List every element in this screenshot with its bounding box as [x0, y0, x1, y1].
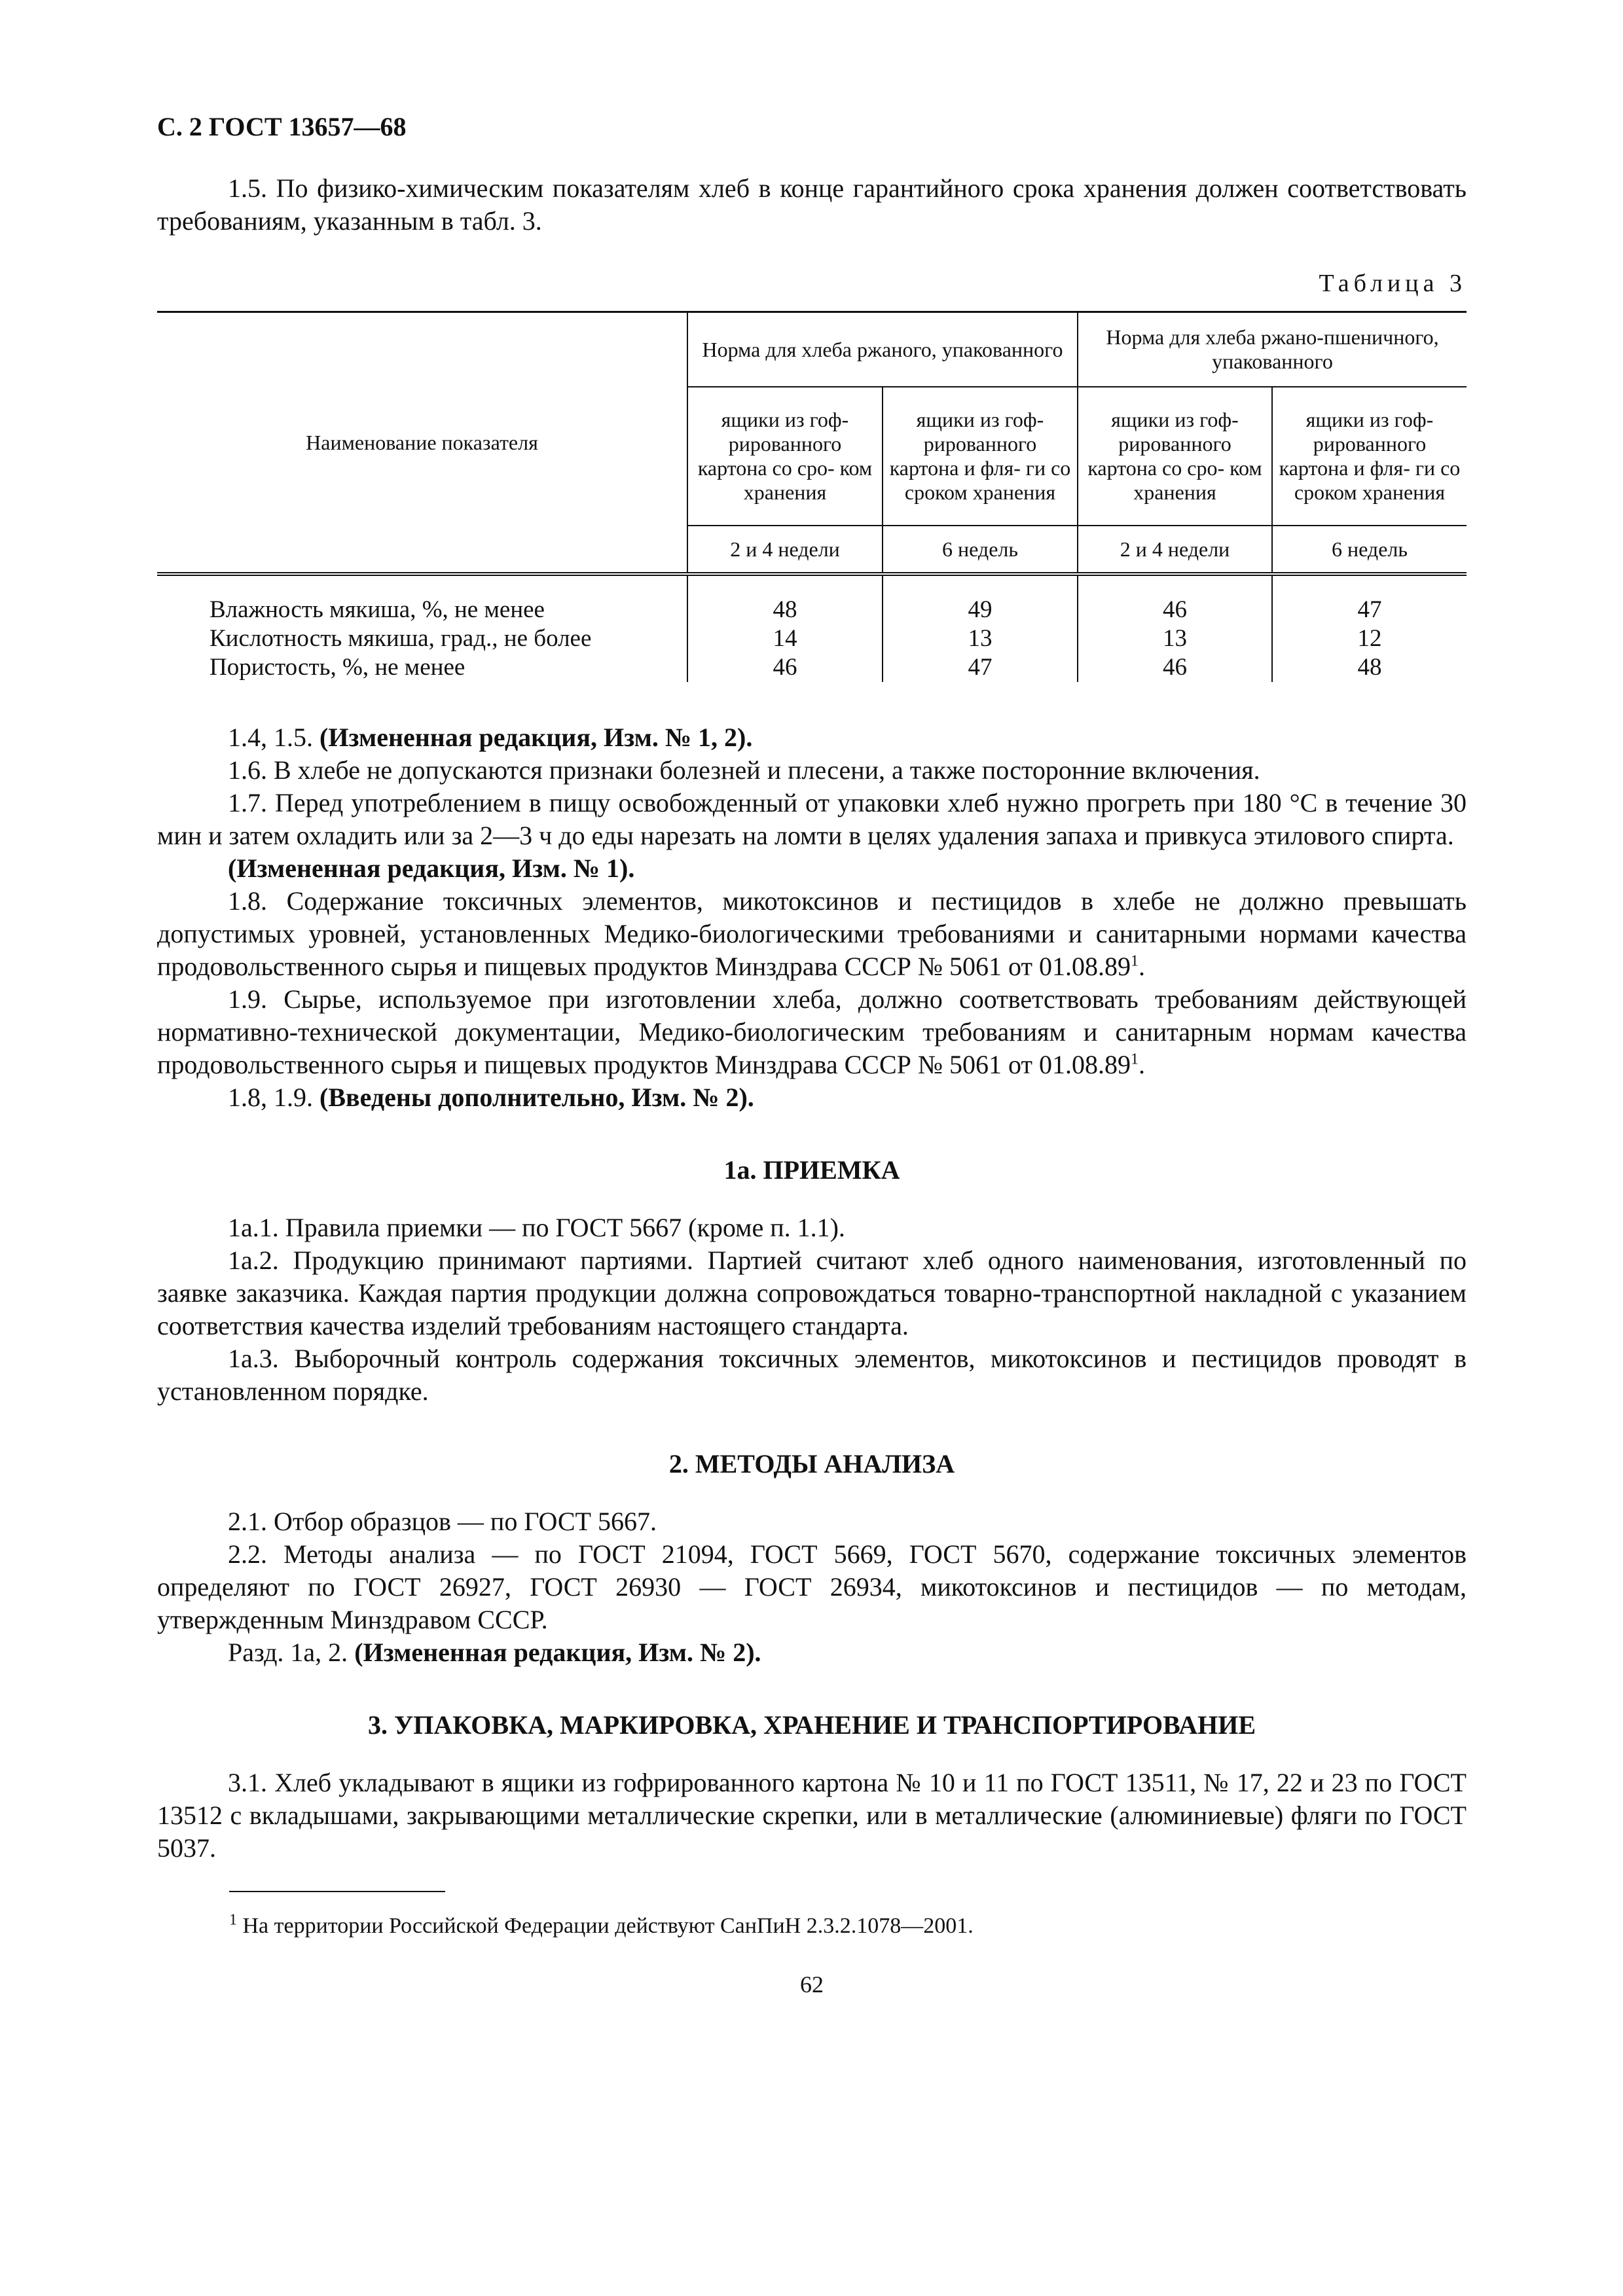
footnote: $^1$ На территории Российской Федерации действуют СанПиН 2.3.2.1078—2001.: [229, 1911, 974, 1938]
cell: 12: [1272, 624, 1467, 653]
cell: 13: [1078, 624, 1272, 653]
table-row: [157, 653, 1467, 682]
subheader-box-a: ящики из гоф- рированного картона со сро- ком хранения: [687, 387, 883, 526]
paragraph-1-5: 1.5. По физико-химическим показателям хлеб в конце гарантийного срока хранения должен соответствовать требованиям, указанным в табл. 3.: [157, 173, 1467, 236]
cell: 46: [1078, 653, 1272, 682]
subheader-box-b: ящики из гоф- рированного картона и фля- ги со сроком хранения: [883, 387, 1078, 526]
cell: 46: [687, 653, 883, 682]
cell: 46: [1078, 574, 1272, 624]
running-header: С. 2 ГОСТ 13657—68: [157, 112, 407, 141]
cell: 48: [1272, 653, 1467, 682]
change-note-4: Разд. 1а, 2. (Измененная редакция, Изм. № 2).: [228, 1638, 761, 1667]
row-name: Влажность мякиша, %, не менее: [210, 596, 545, 623]
paragraph-1a-3: 1а.3. Выборочный контроль содержания токсичных элементов, микотоксинов и пестицидов проводят в установленном порядке.: [157, 1344, 1467, 1406]
footnote-divider: [229, 1891, 445, 1892]
group-header-rye-wheat: Норма для хлеба ржано-пшеничного, упакованного: [1078, 312, 1467, 387]
subheader-box-d: ящики из гоф- рированного картона и фля- ги со сроком хранения: [1272, 387, 1467, 526]
document-page: [157, 111, 1467, 1998]
paragraph-1a-2: 1а.2. Продукцию принимают партиями. Партией считают хлеб одного наименования, изготовленный по заявке заказчика. Каждая партия продукции должна сопровождаться товарно-транспортной накладной с указанием соответствия качества изделий требованиям настоящего стандарта.: [157, 1246, 1467, 1340]
paragraph-1-6: 1.6. В хлебе не допускаются признаки болезней и плесени, а также посторонние включения.: [228, 755, 1260, 785]
cell: 47: [1272, 574, 1467, 624]
cell: 48: [687, 574, 883, 624]
cell: 49: [883, 574, 1078, 624]
footnote-ref: 1: [1131, 1050, 1139, 1068]
group-header-rye: Норма для хлеба ржаного, упакованного: [687, 312, 1078, 387]
paragraph-1a-1: 1а.1. Правила приемки — по ГОСТ 5667 (кроме п. 1.1).: [228, 1213, 845, 1242]
section-heading-3: 3. УПАКОВКА, МАРКИРОВКА, ХРАНЕНИЕ И ТРАНСПОРТИРОВАНИЕ: [367, 1710, 1256, 1740]
section-heading-2: 2. МЕТОДЫ АНАЛИЗА: [668, 1449, 955, 1479]
column-header-name: Наименование показателя: [157, 312, 687, 575]
period-header-a: 2 и 4 недели: [687, 526, 883, 574]
change-note-3: 1.8, 1.9. (Введены дополнительно, Изм. № 2).: [228, 1083, 754, 1112]
table-caption: Таблица 3: [1319, 270, 1467, 297]
footnote-mark: 1: [229, 1911, 237, 1929]
period-header-d: 6 недель: [1272, 526, 1467, 574]
cell: 14: [687, 624, 883, 653]
paragraph-1-7: 1.7. Перед употреблением в пищу освобожденный от упаковки хлеб нужно прогреть при 180 °С в течение 30 мин и затем охладить или за 2—3 ч до еды нарезать на ломти в целях удаления запаха и привкуса этилового спирта.: [157, 788, 1467, 850]
paragraph-1-9: 1.9. Сырье, используемое при изготовлении хлеба, должно соответствовать требованиям действующей нормативно-технической документации, Медико-биологическим требованиям и санитарным нормам качества продовольственного сырья и пищевых продуктов Минздрава СССР № 5061 от 01.08.89$^1$.: [157, 984, 1467, 1079]
table-3: [157, 311, 1467, 682]
cell: 13: [883, 624, 1078, 653]
change-note-1: 1.4, 1.5. (Измененная редакция, Изм. № 1, 2).: [228, 723, 753, 752]
subheader-box-c: ящики из гоф- рированного картона со сро- ком хранения: [1078, 387, 1272, 526]
change-note-2: (Измененная редакция, Изм. № 1).: [228, 853, 635, 883]
footnote-ref: 1: [1131, 952, 1139, 970]
paragraph-1-8: 1.8. Содержание токсичных элементов, микотоксинов и пестицидов в хлебе не должно превышать допустимых уровней, установленных Медико-биологическими требованиями и санитарными нормами качества продовольственного сырья и пищевых продуктов Минздрава СССР № 5061 от 01.08.89$^1$.: [157, 886, 1467, 981]
page-number: 62: [800, 1971, 824, 1998]
cell: 47: [883, 653, 1078, 682]
table-row: [157, 624, 1467, 653]
table-row: [157, 574, 1467, 624]
period-header-c: 2 и 4 недели: [1078, 526, 1272, 574]
paragraph-3-1: 3.1. Хлеб укладывают в ящики из гофрированного картона № 10 и 11 по ГОСТ 13511, № 17, 22 и 23 по ГОСТ 13512 с вкладышами, закрывающими металлические скрепки, или в металлические (алюминиевые) фляги по ГОСТ 5037.: [157, 1768, 1467, 1863]
paragraph-2-2: 2.2. Методы анализа — по ГОСТ 21094, ГОСТ 5669, ГОСТ 5670, содержание токсичных элементов определяют по ГОСТ 26927, ГОСТ 26930 — ГОСТ 26934, микотоксинов и пестицидов — по методам, утвержденным Минздравом СССР.: [157, 1539, 1467, 1634]
row-name: Кислотность мякиша, град., не более: [210, 625, 592, 652]
paragraph-2-1: 2.1. Отбор образцов — по ГОСТ 5667.: [228, 1507, 657, 1536]
period-header-b: 6 недель: [883, 526, 1078, 574]
row-name: Пористость, %, не менее: [210, 654, 465, 681]
section-heading-1a: 1а. ПРИЕМКА: [723, 1155, 900, 1185]
